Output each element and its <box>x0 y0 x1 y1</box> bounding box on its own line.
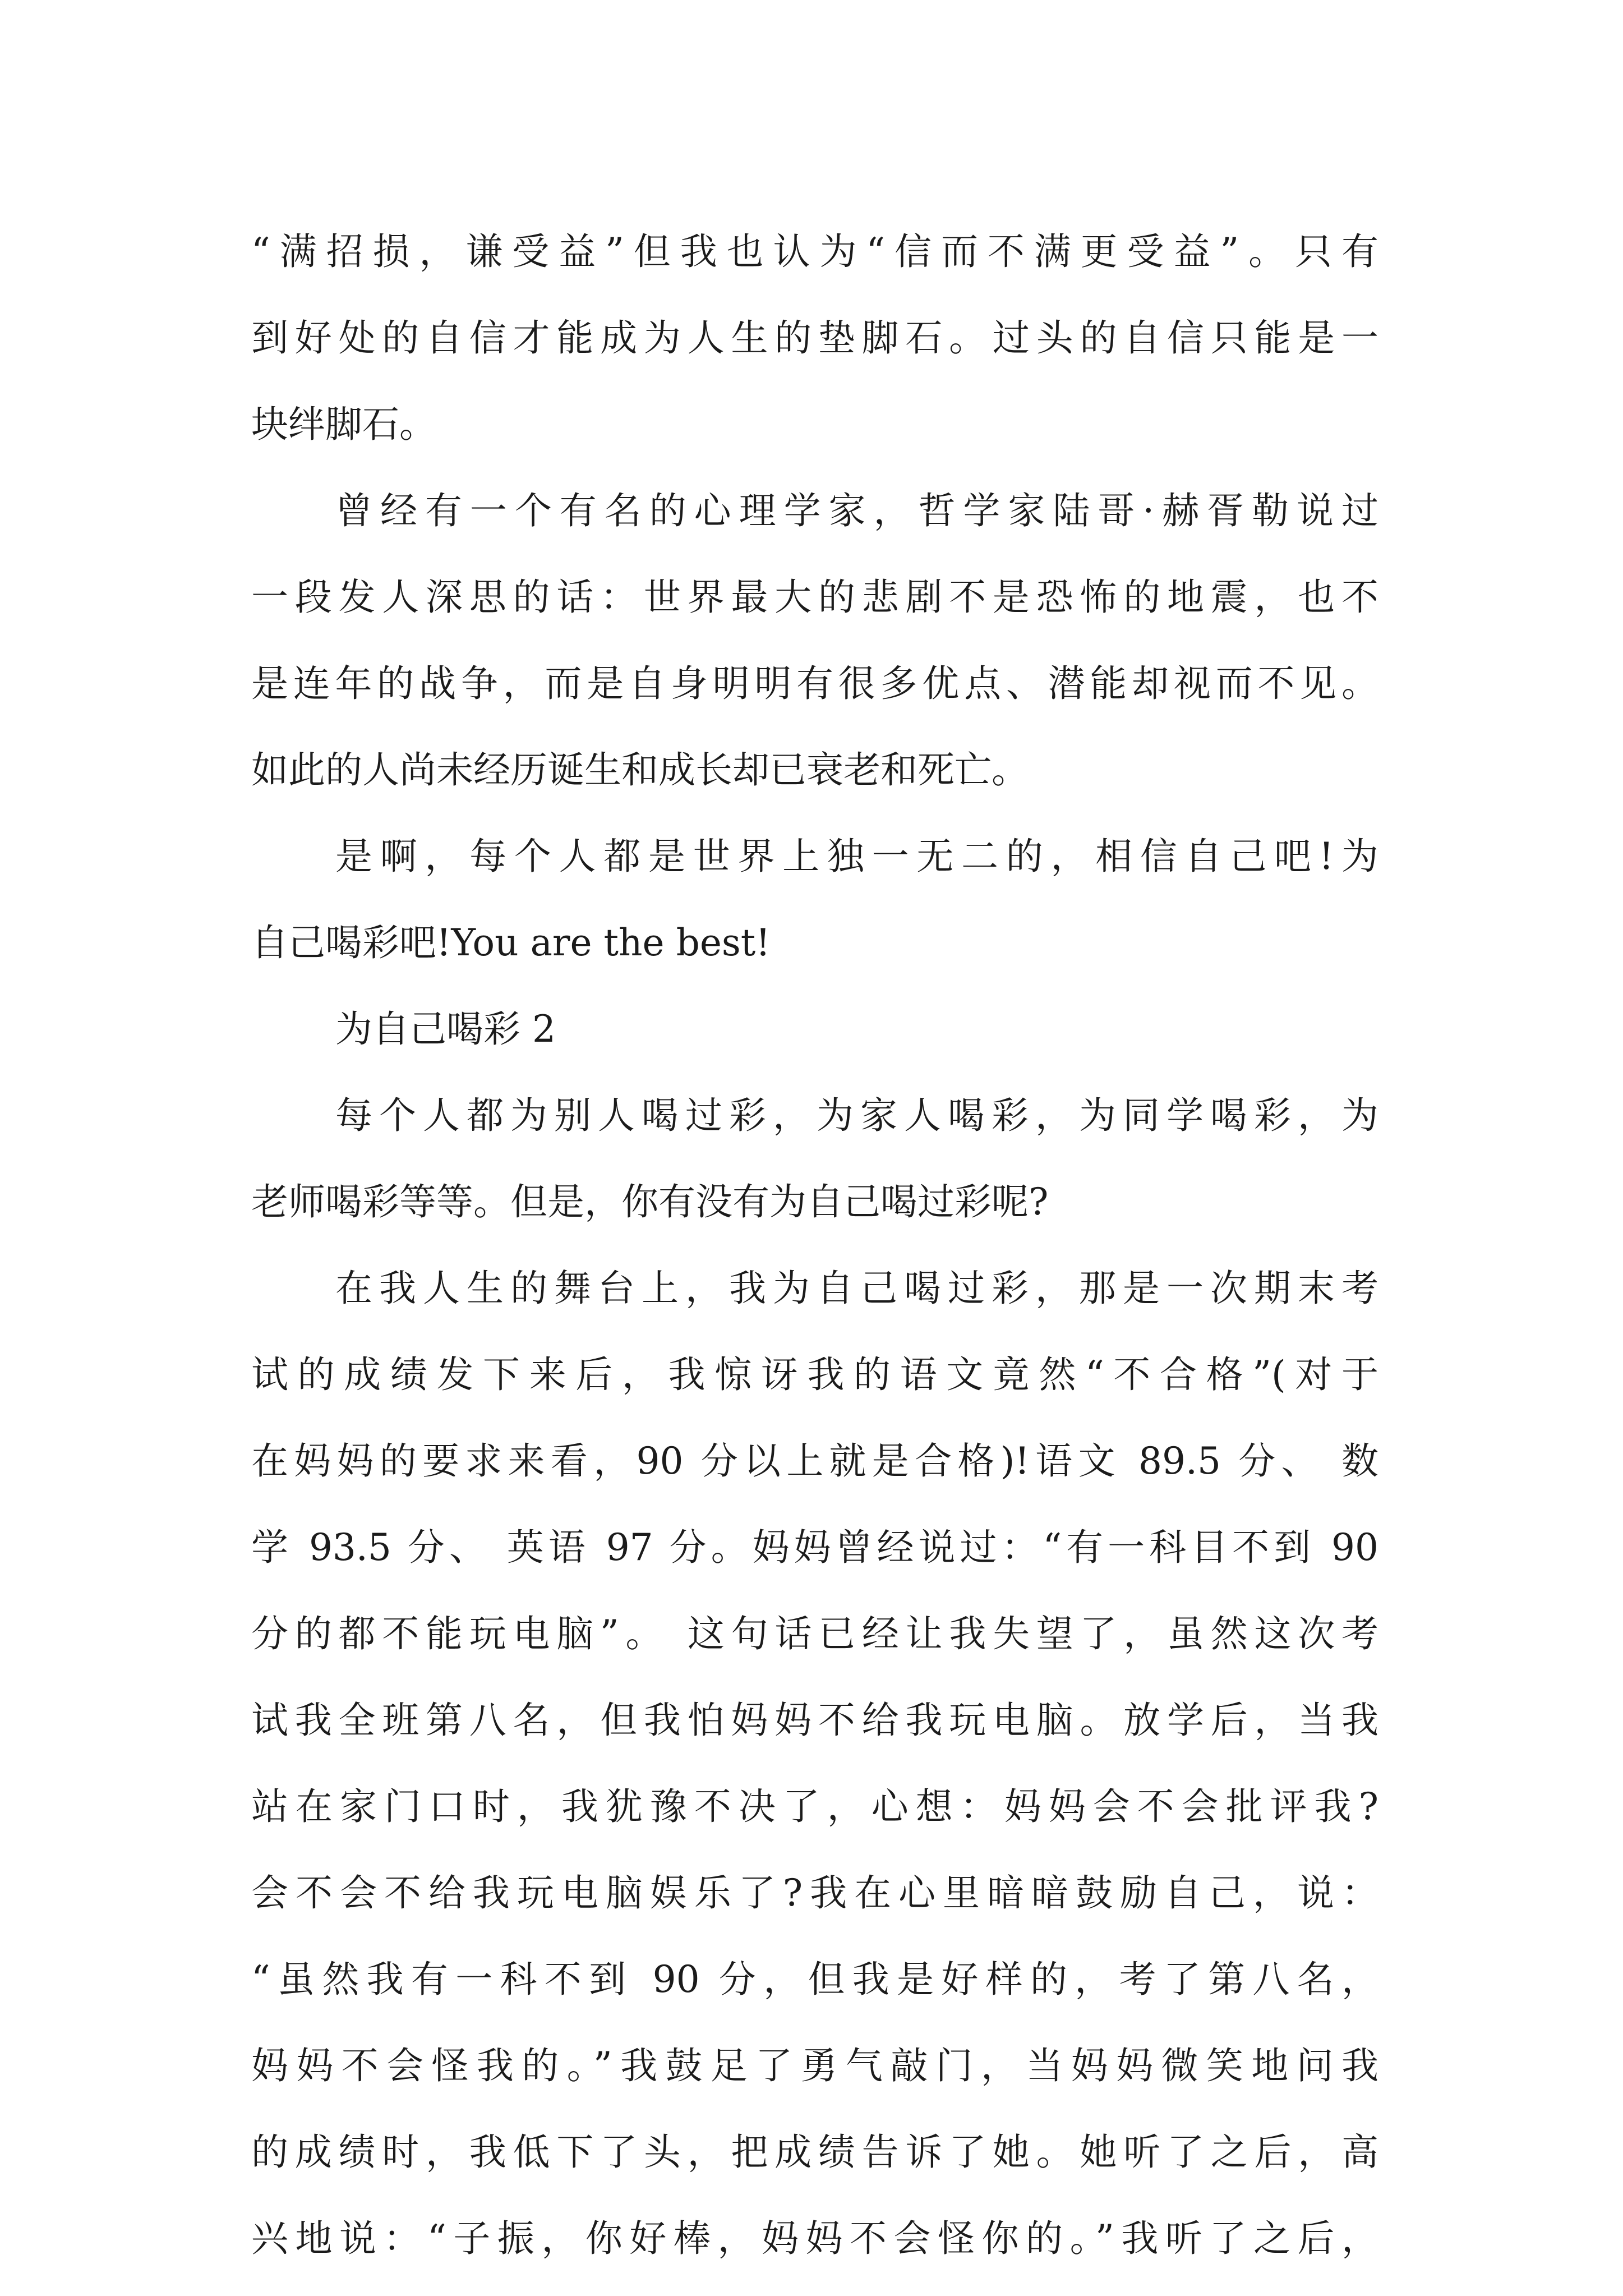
text-line: 试的成绩发下来后，我惊讶我的语文竟然“不合格”(对于 <box>251 1353 1378 1396</box>
text-line: 妈妈不会怪我的。”我鼓足了勇气敲门，当妈妈微笑地问我 <box>251 2044 1378 2087</box>
text-line: 到好处的自信才能成为人生的垫脚石。过头的自信只能是一 <box>251 316 1378 360</box>
text-line: “虽然我有一科不到 90 分，但我是好样的，考了第八名， <box>251 1958 1378 2001</box>
text-line: 如此的人尚未经历诞生和成长却已衰老和死亡。 <box>251 748 1029 792</box>
text-line: 分的都不能玩电脑”。 这句话已经让我失望了，虽然这次考 <box>251 1612 1378 1655</box>
document-body <box>251 209 1378 2282</box>
text-line: 试我全班第八名，但我怕妈妈不给我玩电脑。放学后，当我 <box>251 1699 1378 1742</box>
text-line: 自己喝彩吧!You are the best! <box>251 921 771 964</box>
text-line: 在我人生的舞台上，我为自己喝过彩，那是一次期末考 <box>335 1267 1378 1310</box>
text-line: 站在家门口时，我犹豫不决了，心想：妈妈会不会批评我? <box>251 1785 1378 1828</box>
text-line: 是啊，每个人都是世界上独一无二的，相信自己吧!为 <box>335 835 1378 878</box>
text-line: 为自己喝彩 2 <box>335 1007 556 1051</box>
text-line: 学 93.5 分、 英语 97 分。妈妈曾经说过：“有一科目不到 90 <box>251 1526 1378 1569</box>
text-line: 老师喝彩等等。但是，你有没有为自己喝过彩呢? <box>251 1180 1049 1223</box>
text-line: 是连年的战争，而是自身明明有很多优点、潜能却视而不见。 <box>251 662 1378 705</box>
text-line: 每个人都为别人喝过彩，为家人喝彩，为同学喝彩，为 <box>335 1094 1378 1137</box>
text-line: 曾经有一个有名的心理学家，哲学家陆哥·赫胥勒说过 <box>335 489 1378 532</box>
text-line: 会不会不给我玩电脑娱乐了?我在心里暗暗鼓励自己，说： <box>251 1871 1378 1915</box>
text-line: 兴地说：“子振，你好棒，妈妈不会怪你的。”我听了之后， <box>251 2217 1378 2260</box>
text-line: 的成绩时，我低下了头，把成绩告诉了她。她听了之后，高 <box>251 2131 1378 2174</box>
text-line: 块绊脚石。 <box>251 403 436 446</box>
text-line: 在妈妈的要求来看，90 分以上就是合格)!语文 89.5 分、 数 <box>251 1439 1378 1483</box>
text-line: “满招损，谦受益”但我也认为“信而不满更受益”。只有 <box>251 230 1378 273</box>
text-line: 一段发人深思的话：世界最大的悲剧不是恐怖的地震，也不 <box>251 576 1378 619</box>
